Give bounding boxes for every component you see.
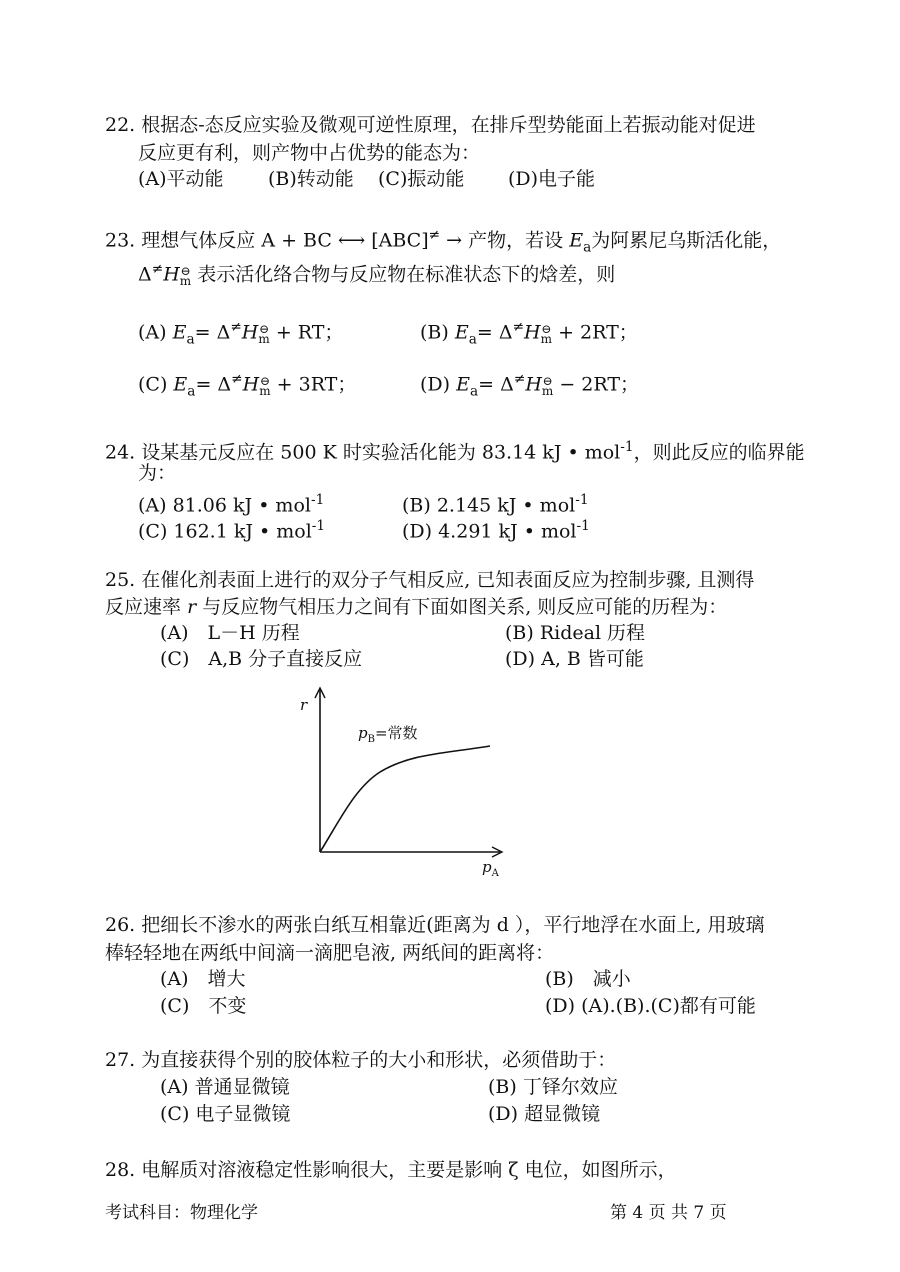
curve-label-p: p — [358, 724, 368, 742]
ea-symbol: E — [454, 321, 469, 344]
standard-state-icon: ⊖ — [180, 263, 191, 278]
dagger-sup: ≠ — [231, 371, 243, 387]
q23-mid-text: 产物，若设 — [468, 229, 564, 252]
q25-line2-pre: 反应速率 — [105, 596, 182, 618]
q22-option-a: (A)平动能 — [138, 168, 224, 190]
q23-reactants: 理想气体反应 A + BC — [141, 229, 332, 252]
q25-option-c: (C) A,B 分子直接反应 — [160, 648, 363, 670]
q24-stem-line1 — [105, 434, 805, 466]
molar-sub: m — [541, 383, 554, 398]
option-tail: − 2RT； — [559, 373, 640, 396]
delta-symbol: Δ — [216, 321, 231, 344]
delta-symbol: Δ — [138, 263, 152, 286]
q25-line2-post: 与反应物气相压力之间有下面如图关系, 则反应可能的历程为： — [202, 596, 728, 618]
dagger-sup: ≠ — [230, 319, 242, 335]
ea-sub: a — [469, 383, 479, 400]
ea-sub: a — [187, 383, 196, 400]
q26-stem-line1: 26. 把细长不渗水的两张白纸互相靠近(距离为 d ），平行地浮在水面上, 用玻璃 — [105, 914, 765, 936]
footer-subject: 考试科目：物理化学 — [105, 1203, 258, 1223]
molar-sub: m — [258, 331, 270, 346]
q22-stem-line1: 22. 根据态-态反应实验及微观可逆性原理，在排斥型势能面上若振动能对促进 — [105, 114, 756, 136]
option-tail: + 2RT； — [558, 321, 638, 344]
q23-line2-text: 表示活化络合物与反应物在标准状态下的焓差，则 — [197, 263, 616, 286]
q27-stem-line1: 27. 为直接获得个别的胶体粒子的大小和形状，必须借助于： — [105, 1049, 617, 1071]
option-tail: + RT； — [275, 321, 344, 344]
q22-stem-line2: 反应更有利，则产物中占优势的能态为： — [138, 142, 481, 164]
molar-sub: m — [179, 273, 192, 288]
q23-option-b: (B) $E_a=$ Δ≠H⊖ m + 2RT； — [420, 319, 638, 348]
ea-symbol: E — [173, 373, 188, 396]
delta-symbol: Δ — [498, 321, 513, 344]
q26-option-b: (B) 减小 — [545, 968, 631, 990]
ea-sub: a — [468, 331, 477, 348]
delta-symbol: Δ — [500, 373, 514, 396]
q23-ea-sub: a — [583, 239, 592, 256]
q23-post-text: 为阿累尼乌斯活化能， — [591, 229, 782, 252]
q23-complex: [ABC] — [371, 229, 429, 252]
q25-option-a: (A) L－H 历程 — [160, 622, 300, 644]
unit-sup: -1 — [575, 492, 589, 508]
option-text: (B) 2.145 kJ • mol — [402, 494, 576, 517]
option-label: (D) — [420, 373, 451, 396]
q23-option-a: (A) $E_a=$ Δ≠H⊖ m + RT； — [138, 319, 344, 348]
q24-option-c — [138, 513, 325, 545]
q23-option-c: (C) $E_a=$ Δ≠H⊖ m + 3RT； — [138, 371, 357, 400]
q24-stem-sup: -1 — [620, 439, 634, 455]
q27-option-d: (D) 超显微镜 — [488, 1103, 601, 1125]
right-arrow-icon: → — [446, 229, 463, 252]
q24-stem-line2: 为： — [138, 462, 177, 484]
q23-stem-line2 — [138, 256, 615, 288]
rate-symbol: r — [187, 596, 197, 618]
equilibrium-arrow-icon: ⟷ — [337, 229, 366, 252]
enthalpy-symbol: H — [242, 373, 260, 396]
standard-state-icon: ⊖ — [259, 373, 270, 388]
q23-option-d: (D) $E_a=$ Δ≠H⊖ m − 2RT； — [420, 371, 640, 400]
enthalpy-symbol: H — [241, 321, 259, 344]
q24-stem-pre: 24. 设某基元反应在 500 K 时实验活化能为 83.14 kJ • mol — [105, 441, 621, 464]
q22-option-b: (B)转动能 — [268, 168, 354, 190]
q26-option-c: (C) 不变 — [160, 995, 247, 1017]
enthalpy-symbol: H — [524, 321, 541, 344]
dagger-sup: ≠ — [512, 319, 525, 335]
x-axis-label-sub: A — [491, 868, 499, 879]
q27-option-c: (C) 电子显微镜 — [160, 1103, 291, 1125]
q25-stem-line1: 25. 在催化剂表面上进行的双分子气相反应, 已知表面反应为控制步骤, 且测得 — [105, 569, 755, 591]
dagger-sup: ≠ — [513, 371, 526, 387]
option-tail: + 3RT； — [276, 373, 357, 396]
molar-sub: m — [540, 331, 553, 346]
option-label: (C) — [138, 373, 168, 396]
option-label: (B) — [420, 321, 449, 344]
standard-state-icon: ⊖ — [541, 321, 552, 336]
q24-stem-post: ，则此反应的临界能 — [633, 441, 805, 464]
y-axis-label: r — [300, 696, 308, 714]
standard-state-icon: ⊖ — [542, 373, 553, 388]
q23-dagger: ≠ — [428, 227, 441, 243]
enthalpy-symbol: H — [163, 263, 180, 286]
q23-number: 23. — [105, 229, 136, 252]
q25-option-d: (D) A, B 皆可能 — [505, 648, 644, 670]
q25-option-b: (B) Rideal 历程 — [505, 622, 646, 644]
q23-ea-symbol: E — [569, 229, 584, 252]
enthalpy-symbol: H — [525, 373, 542, 396]
unit-sup: -1 — [311, 518, 326, 534]
q26-option-a: (A) 增大 — [160, 968, 246, 990]
q22-option-d: (D)电子能 — [508, 168, 596, 190]
footer-page-number: 第 4 页 共 7 页 — [610, 1203, 727, 1223]
rate-pressure-graph — [280, 680, 520, 880]
q26-option-d: (D) (A).(B).(C)都有可能 — [545, 995, 756, 1017]
ea-symbol: E — [172, 321, 187, 344]
q26-stem-line2: 棒轻轻地在两纸中间滴一滴肥皂液, 两纸间的距离将： — [105, 942, 555, 964]
curve-label-post: =常数 — [374, 724, 418, 742]
ea-symbol: E — [456, 373, 470, 396]
q24-option-d — [402, 513, 590, 545]
q27-option-b: (B) 丁铎尔效应 — [488, 1076, 618, 1098]
x-axis-label — [482, 858, 500, 879]
option-label: (A) — [138, 321, 167, 344]
ea-sub: a — [186, 331, 195, 348]
q22-option-c: (C)振动能 — [378, 168, 465, 190]
x-axis-label-p: p — [482, 858, 492, 876]
unit-sup: -1 — [310, 492, 325, 508]
option-text: (C) 162.1 kJ • mol — [138, 520, 312, 543]
standard-state-icon: ⊖ — [259, 321, 270, 336]
curve-label-sub: B — [367, 734, 375, 745]
option-text: (A) 81.06 kJ • mol — [138, 494, 311, 517]
molar-sub: m — [259, 383, 271, 398]
delta-symbol: Δ — [217, 373, 232, 396]
q25-stem-line2 — [105, 594, 727, 620]
rate-curve — [320, 746, 490, 852]
q23-stem-line1 — [105, 222, 781, 260]
unit-sup: -1 — [576, 518, 590, 534]
q28-stem-line1: 28. 电解质对溶液稳定性影响很大，主要是影响 ζ 电位，如图所示， — [105, 1159, 677, 1181]
option-text: (D) 4.291 kJ • mol — [402, 520, 577, 543]
q27-option-a: (A) 普通显微镜 — [160, 1076, 290, 1098]
dagger-sup: ≠ — [151, 261, 164, 277]
curve-label — [358, 724, 418, 745]
